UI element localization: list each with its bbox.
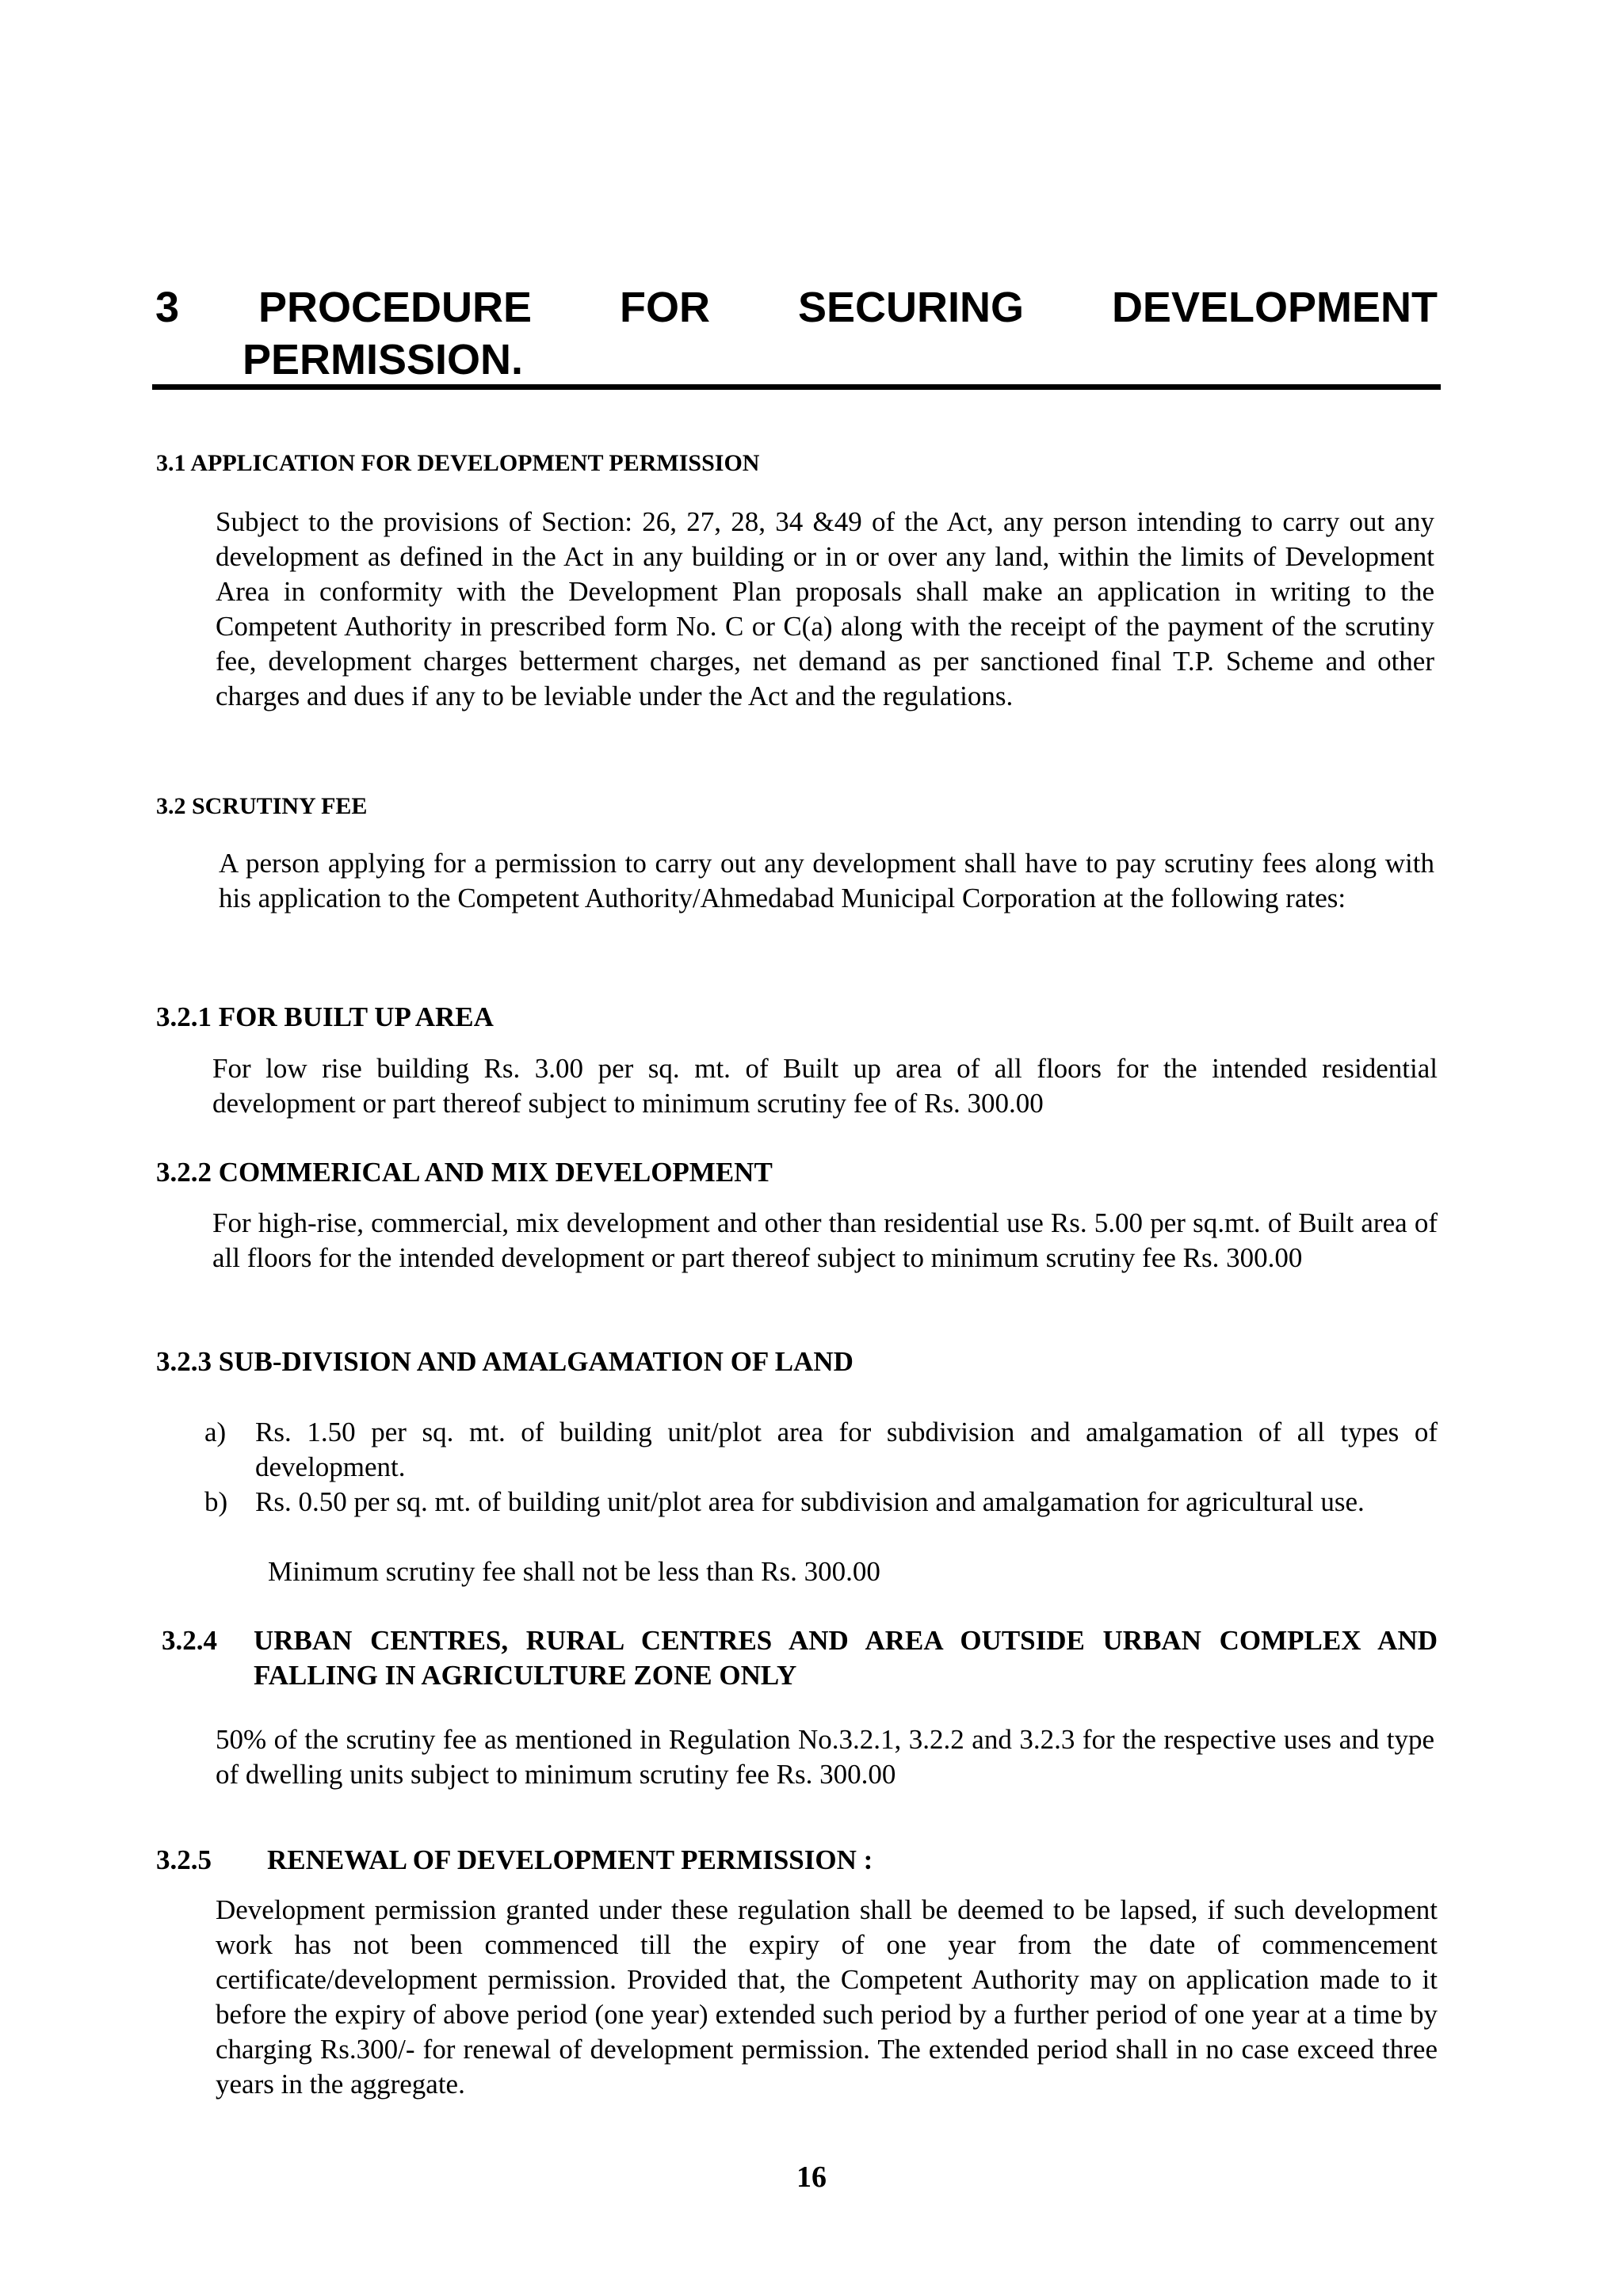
section-heading-3-2-1: 3.2.1 FOR BUILT UP AREA [156,1001,494,1032]
chapter-title-word: FOR [620,284,710,331]
fee-list-3-2-3 [204,1415,1438,1520]
chapter-title-word: DEVELOPMENT [1111,284,1438,331]
section-heading-3-2-5 [156,1843,1107,1878]
chapter-title-line-1 [258,282,1438,333]
section-heading-3-2-3: 3.2.3 SUB-DIVISION AND AMALGAMATION OF LAND [156,1346,854,1377]
page-number: 16 [796,2161,827,2194]
list-item-text: Rs. 0.50 per sq. mt. of building unit/plot area for subdivision and amalgamation for agricultural use. [255,1486,1365,1517]
section-body-3-2-2: For high-rise, commercial, mix development and other than residential use Rs. 5.00 per sq.mt. of Built area of all floors for the intended development or part thereof subject to minimum scrutiny fee Rs. 300.00 [212,1207,1438,1273]
section-heading-3-2-4 [162,1623,1438,1695]
list-marker: b) [204,1486,228,1517]
chapter-divider [152,384,1441,390]
section-heading-3-2-2: 3.2.2 COMMERICAL AND MIX DEVELOPMENT [156,1157,773,1188]
list-marker: a) [204,1417,227,1447]
section-number: 3.2.4 [162,1625,217,1656]
section-body-3-1: Subject to the provisions of Section: 26, 27, 28, 34 &49 of the Act, any person intending to carry out any development as defined in the Act in any building or in or over any land, within the limits of Development Area in conformity with the Development Plan proposals shall make an application in writing to the Competent Authority in prescribed form No. C or C(a) along with the receipt of the payment of the scrutiny fee, development charges betterment charges, net demand as per sanctioned final T.P. Scheme and other charges and dues if any to be leviable under the Act and the regulations. [216,506,1434,711]
section-heading-text: RENEWAL OF DEVELOPMENT PERMISSION : [267,1844,873,1875]
section-number: 3.2.5 [156,1844,212,1875]
minimum-fee-note: Minimum scrutiny fee shall not be less than Rs. 300.00 [268,1556,880,1587]
chapter-title-word: SECURING [797,284,1024,331]
section-heading-text: URBAN CENTRES, RURAL CENTRES AND AREA OUTSIDE URBAN COMPLEX AND FALLING IN AGRICULTURE ZONE ONLY [254,1625,1438,1691]
section-body-3-2-5: Development permission granted under these regulation shall be deemed to be lapsed, if such development work has not been commenced till the expiry of one year from the date of commencement certificate/development permission. Provided that, the Competent Authority may on application made to it before the expiry of above period (one year) extended such period by a further period of one year at a time by charging Rs.300/- for renewal of development permission. The extended period shall in no case exceed three years in the aggregate. [216,1894,1438,2100]
list-item [204,1415,1438,1485]
section-heading-3-2: 3.2 SCRUTINY FEE [156,793,368,819]
chapter-title-line-2: PERMISSION. [242,336,524,383]
chapter-title-word: PROCEDURE [258,284,533,331]
section-body-3-2-1: For low rise building Rs. 3.00 per sq. mt. of Built up area of all floors for the intended residential development or part thereof subject to minimum scrutiny fee of Rs. 300.00 [212,1053,1438,1119]
list-item [204,1485,1438,1520]
section-body-3-2: A person applying for a permission to carry out any development shall have to pay scrutiny fees along with his application to the Competent Authority/Ahmedabad Municipal Corporation at the following rates: [219,848,1434,913]
list-item-text: Rs. 1.50 per sq. mt. of building unit/plot area for subdivision and amalgamation of all types of development. [255,1417,1438,1482]
section-heading-3-1: 3.1 APPLICATION FOR DEVELOPMENT PERMISSION [156,450,760,476]
chapter-number: 3 [155,284,180,331]
section-body-3-2-4: 50% of the scrutiny fee as mentioned in Regulation No.3.2.1, 3.2.2 and 3.2.3 for the respective uses and type of dwelling units subject to minimum scrutiny fee Rs. 300.00 [216,1724,1434,1790]
